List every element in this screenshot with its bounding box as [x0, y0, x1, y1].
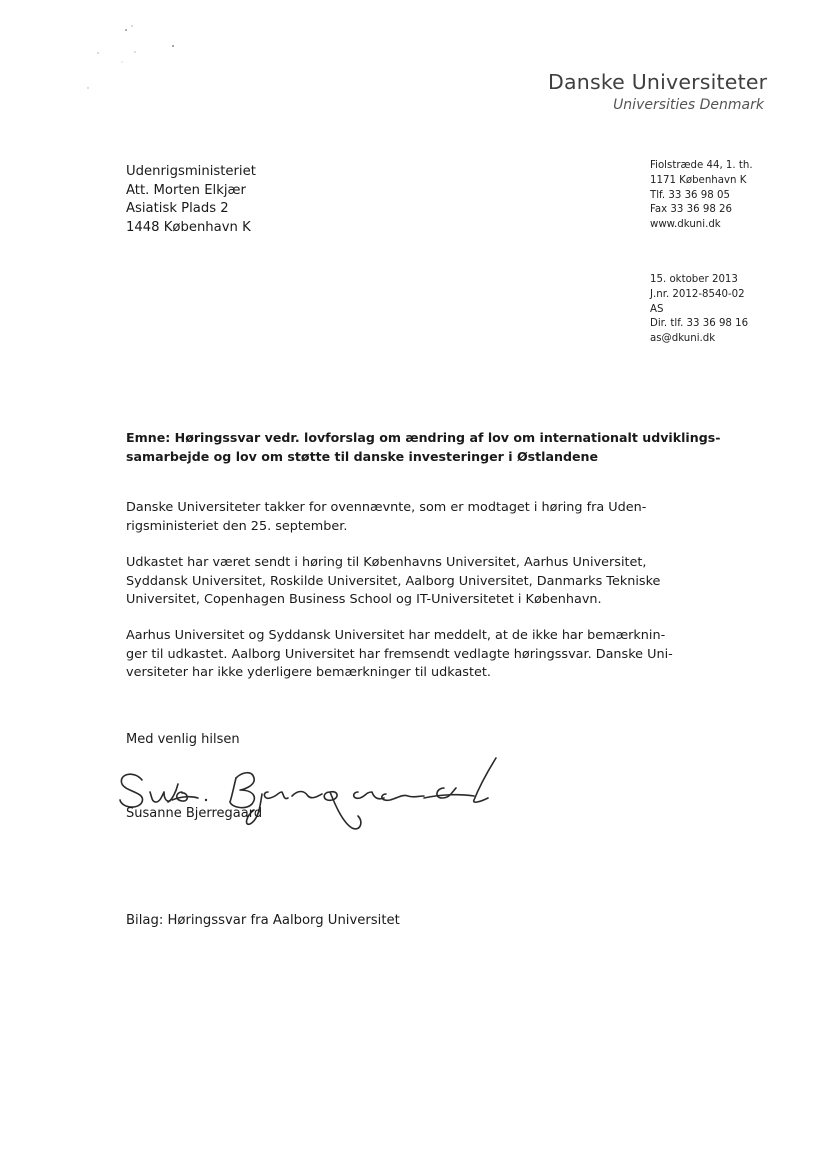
contact-line: Fiolstræde 44, 1. th. [650, 160, 753, 171]
meta-email: as@dkuni.dk [650, 333, 716, 345]
subject-line [126, 429, 721, 466]
contact-line: 1171 København K [650, 174, 747, 186]
recipient-line: 1448 København K [126, 219, 251, 235]
paragraph-line: ger til udkastet. Aalborg Universitet har fremsendt vedlagte høringssvar. Danske Uni- [126, 646, 673, 662]
letter-meta [650, 273, 748, 347]
attachment-note: Bilag: Høringssvar fra Aalborg Universitet [126, 913, 400, 928]
body-paragraph [126, 554, 661, 610]
contact-line: www.dkuni.dk [650, 219, 721, 231]
body-paragraph [126, 499, 647, 536]
meta-date: 15. oktober 2013 [650, 274, 738, 285]
paragraph-line: Syddansk Universitet, Roskilde Universitet, Aalborg Universitet, Danmarks Tekniske [126, 573, 661, 589]
letterhead-org-name: Danske Universiteter [548, 70, 768, 94]
paragraph-line: rigsministeriet den 25. september. [126, 518, 348, 534]
scan-specks [80, 18, 190, 98]
subject-text: samarbejde og lov om støtte til danske investeringer i Østlandene [126, 448, 599, 464]
sender-contact [650, 159, 753, 233]
meta-initials: AS [650, 303, 664, 315]
contact-line: Tlf. 33 36 98 05 [650, 189, 730, 201]
recipient-line: Udenrigsministeriet [126, 164, 256, 179]
recipient-line: Asiatisk Plads 2 [126, 201, 229, 216]
subject-text: Emne: Høringssvar vedr. lovforslag om ændring af lov om internationalt udviklings- [126, 430, 721, 445]
letterhead-org-name-en: Universities Denmark [613, 97, 764, 113]
meta-direct-phone: Dir. tlf. 33 36 98 16 [650, 318, 749, 330]
recipient-address [126, 163, 256, 237]
paragraph-line: Danske Universiteter takker for ovennævnte, som er modtaget i høring fra Uden- [126, 500, 647, 515]
paragraph-line: versiteter har ikke yderligere bemærkninger til udkastet. [126, 665, 491, 681]
body-paragraph [126, 627, 673, 683]
signatory-name: Susanne Bjerregaard [126, 806, 263, 821]
meta-journal-number: J.nr. 2012-8540-02 [650, 288, 745, 300]
closing-salutation: Med venlig hilsen [126, 732, 240, 747]
paragraph-line: Udkastet har været sendt i høring til Københavns Universitet, Aarhus Universitet, [126, 555, 647, 570]
recipient-line: Att. Morten Elkjær [126, 182, 246, 198]
contact-line: Fax 33 36 98 26 [650, 204, 733, 216]
paragraph-line: Universitet, Copenhagen Business School og IT-Universitetet i København. [126, 592, 602, 608]
paragraph-line: Aarhus Universitet og Syddansk Universitet har meddelt, at de ikke har bemærknin- [126, 628, 666, 643]
